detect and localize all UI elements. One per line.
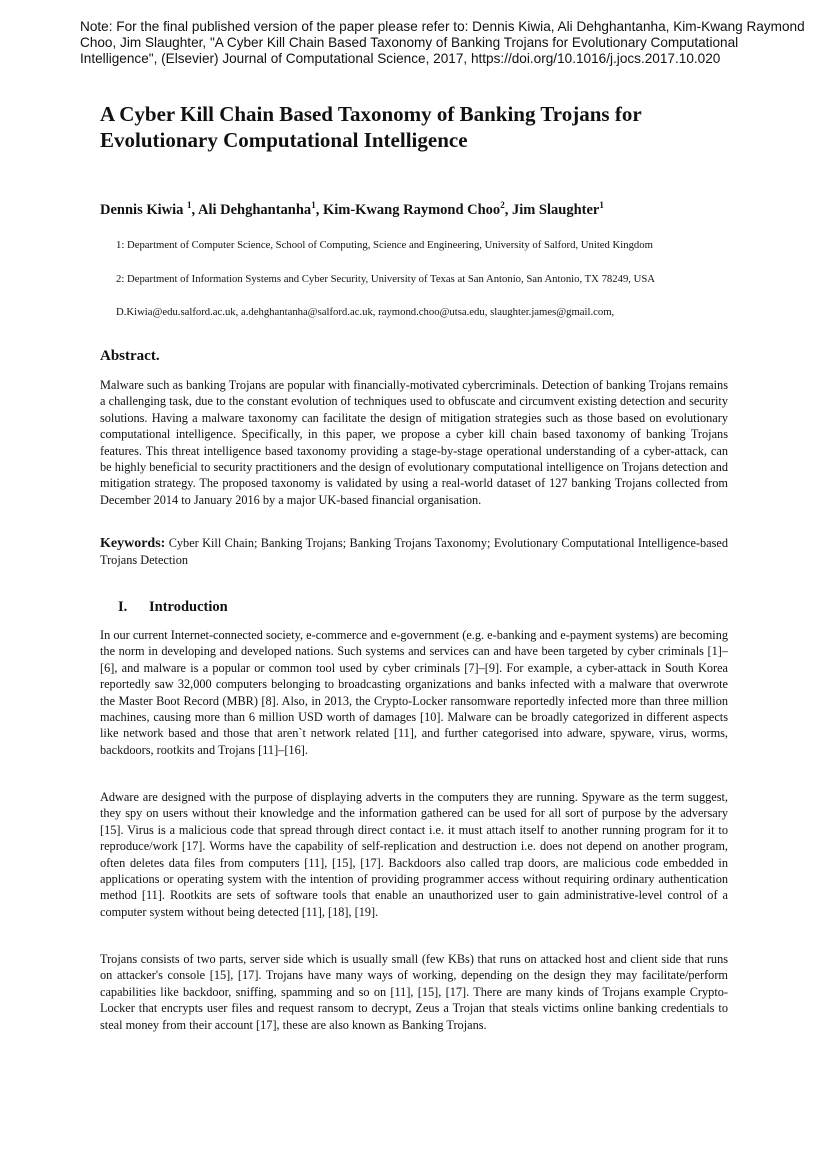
intro-paragraph-1: In our current Internet-connected society, e-commerce and e-government (e.g. e-banking and e-payment systems) are becoming the norm in developing and developed nations. Such systems and services can and have been targeted by cyber criminals [1]–[6], and malware is a popular or common tool used by cyber criminals [7]–[9]. For example, a cyber-attack in South Korea reportedly saw 32,000 computers belonging to broadcasting organizations and banks infected with a malware that overwrote the Master Boot Record (MBR) [8]. Also, in 2013, the Crypto-Locker ransomware reportedly infected more than three million machines, causing more than 6 million USD worth of damages [10]. Malware can be broadly categorized in different aspects like network based and those that aren`t network related [11], and further categorised into adware, spyware, virus, worms, backdoors, rootkits and Trojans [11]–[16].	[100, 628, 728, 757]
keywords	[100, 535, 728, 569]
keywords-text: Cyber Kill Chain; Banking Trojans; Banking Trojans Taxonomy; Evolutionary Computational Intelligence-based Trojans Detection	[100, 536, 728, 567]
author-affiliation-mark: 1	[599, 200, 604, 210]
section-number: I.	[118, 599, 128, 615]
paper-title: A Cyber Kill Chain Based Taxonomy of Banking Trojans for Evolutionary Computational Intelligence	[100, 102, 642, 152]
author-list	[100, 195, 740, 220]
author-name: Dennis Kiwia	[100, 201, 188, 218]
author-affiliation-mark: 1	[311, 200, 316, 210]
affiliation-2: 2: Department of Information Systems and Cyber Security, University of Texas at San Antonio, San Antonio, TX 78249, USA	[116, 273, 656, 285]
intro-paragraph-3: Trojans consists of two parts, server side which is usually small (few KBs) that runs on attacked host and client side that runs on attacker's console [15], [17]. Trojans have many ways of working, depending on the design they may facilitate/perform capabilities like backdoor, sniffing, spamming and so on [11], [15], [17]. There are many kinds of Trojans example Crypto-Locker that encrypts user files and request ransom to decrypt, Zeus a Trojan that steals victims online banking credentials to steal money from their account [17], these are also known as Banking Trojans.	[100, 952, 728, 1032]
author-name: Ali Dehghantanha	[197, 201, 312, 218]
author-separator: ,	[315, 201, 323, 218]
intro-paragraph-2: Adware are designed with the purpose of displaying adverts in the computers they are running. Spyware as the term suggest, they spy on users without their knowledge and the information gathered can be used for all sort of purpose by the adversary [15]. Virus is a malicious code that spread through direct contact i.e. it must attach itself to another running program for it to reproduce/work [17]. Worms have the capability of self-replication and destruction i.e. does not depend on another program, often deletes data files from computers [11], [15], [17]. Backdoors also called trap doors, are malicious code embedded in applications or operating system with the intention of providing programmer access without requiring ordinary authentication method [11]. Rootkits are sets of software tools that enable an unauthorized user to gain administrative-level control of a computer system without being detected [11], [18], [19].	[100, 790, 728, 919]
keywords-label: Keywords:	[100, 536, 166, 551]
author-name: Kim-Kwang Raymond Choo	[322, 201, 501, 218]
section-heading	[118, 598, 228, 616]
author-separator: ,	[504, 201, 512, 218]
author-name: Jim Slaughter	[511, 201, 600, 218]
abstract-heading: Abstract.	[100, 348, 160, 364]
affiliation-1: 1: Department of Computer Science, School of Computing, Science and Engineering, University of Salford, United Kingdom	[116, 239, 653, 251]
author-separator: ,	[191, 201, 198, 218]
abstract-text: Malware such as banking Trojans are popular with financially-motivated cybercriminals. Detection of banking Trojans remains a challenging task, due to the constant evolution of techniques used to obfuscate and circumvent existing detection and security solutions. Having a malware taxonomy can facilitate the design of mitigation strategies such as those based on evolutionary computational intelligence. Specifically, in this paper, we propose a cyber kill chain based taxonomy of banking Trojans features. This threat intelligence based taxonomy providing a stage-by-stage operational understanding of a cyber-attack, can be highly beneficial to security practitioners and the design of evolutionary computational intelligence on Trojans detection and mitigation strategy. The proposed taxonomy is validated by using a real-world dataset of 127 banking Trojans collected from December 2014 to January 2016 by a major UK-based financial organisation.	[100, 378, 728, 507]
author-emails: D.Kiwia@edu.salford.ac.uk, a.dehghantanha@salford.ac.uk, raymond.choo@utsa.edu, slaughter.james@gmail.com,	[116, 306, 615, 318]
author-affiliation-mark: 1	[187, 200, 192, 210]
publication-note: Note: For the final published version of the paper please refer to: Dennis Kiwia, Ali Dehghantanha, Kim-Kwang Raymond Choo, Jim Slaughter, "A Cyber Kill Chain Based Taxonomy of Banking Trojans for Evolutionary Computational Intelligence", (Elsevier) Journal of Computational Science, 2017, https://doi.org/10.1016/j.jocs.2017.10.020	[80, 19, 805, 66]
section-title: Introduction	[149, 599, 228, 615]
author-affiliation-mark: 2	[500, 200, 505, 210]
